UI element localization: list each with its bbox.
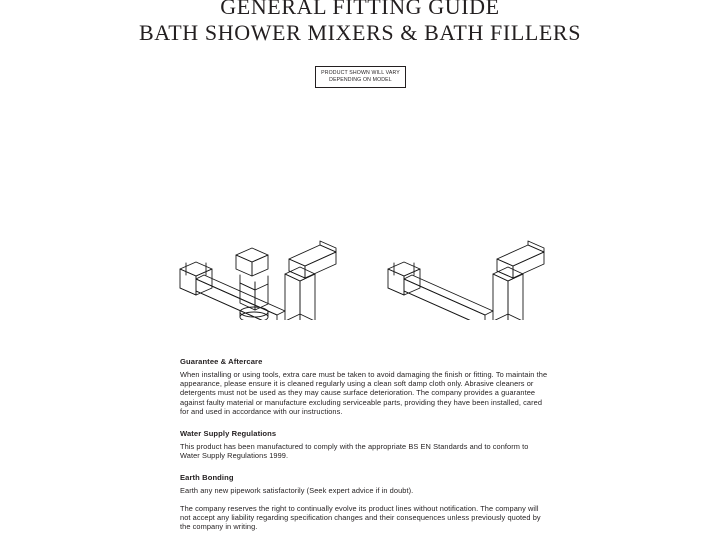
left-spout-head bbox=[180, 262, 212, 295]
page-title-line-1: GENERAL FITTING GUIDE bbox=[220, 0, 500, 19]
spacer bbox=[180, 496, 550, 504]
section-water-supply-regulations bbox=[180, 429, 550, 460]
product-variation-note bbox=[315, 66, 406, 88]
section-paragraph: The company reserves the right to continually evolve its product lines without notification. The company will not accept any liability regarding specification changes and their consequences unless previously quoted by the company in writing. bbox=[180, 503, 541, 532]
page-title-line-2: BATH SHOWER MIXERS & BATH FILLERS bbox=[138, 20, 582, 45]
right-spout-head bbox=[388, 262, 420, 295]
note-line-2: DEPENDING ON MODEL bbox=[329, 77, 392, 83]
right-riser-column bbox=[493, 267, 523, 320]
right-spout-arm bbox=[404, 275, 493, 320]
note-line-1: PRODUCT SHOWN WILL VARY bbox=[321, 69, 400, 76]
tap-assembly-left bbox=[180, 241, 336, 320]
product-illustration bbox=[0, 105, 720, 320]
left-diverter-knob bbox=[236, 248, 268, 290]
section-paragraph: This product has been manufactured to comply with the appropriate BS EN Standards and to conform to Water Supply Regulations 1999. bbox=[180, 442, 529, 461]
section-heading: Earth Bonding bbox=[180, 473, 234, 483]
section-heading: Guarantee & Aftercare bbox=[180, 357, 263, 366]
section-heading: Water Supply Regulations bbox=[180, 429, 277, 439]
section-earth-bonding bbox=[180, 473, 550, 531]
tap-assembly-right bbox=[388, 241, 544, 320]
section-guarantee-aftercare bbox=[180, 357, 550, 416]
bath-shower-mixer-tap-line-drawing bbox=[0, 105, 720, 320]
left-riser-column bbox=[285, 267, 315, 320]
document-body bbox=[180, 357, 550, 531]
document-title-block bbox=[0, 0, 720, 46]
spacer bbox=[180, 460, 550, 473]
left-centre-column bbox=[240, 283, 268, 310]
spacer bbox=[180, 416, 550, 429]
section-paragraph: Earth any new pipework satisfactorily (Seek expert advice if in doubt). bbox=[180, 486, 414, 496]
section-paragraph: When installing or using tools, extra care must be taken to avoid damaging the finish or fitting. To maintain the appearance, please ensure it is cleaned regularly using a clean soft damp cloth only. Abrasive cleaners or detergents must not be used as they may cause surface deterioration. The company provides a guarantee against faulty material or manufacture excluding serviceable parts, providing they have been installed, cared for and used in accordance with our instructions. bbox=[180, 370, 548, 416]
